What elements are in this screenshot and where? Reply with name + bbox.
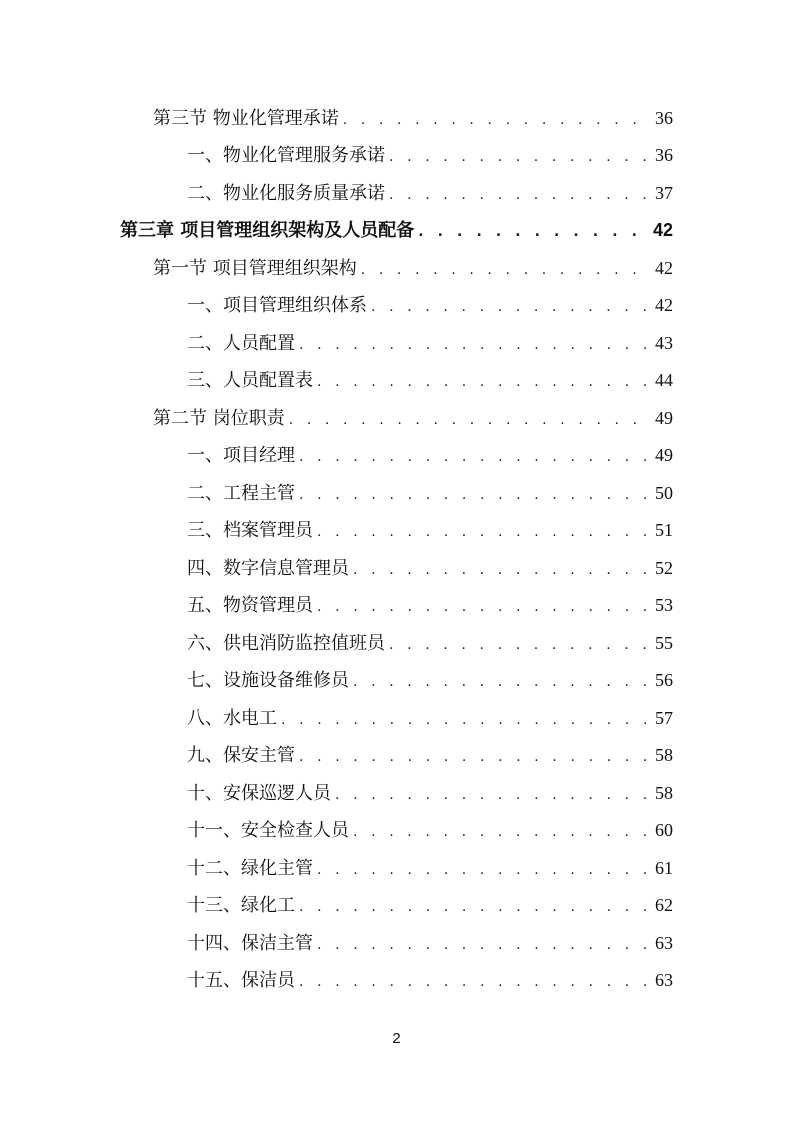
toc-entry-item[interactable] [187, 625, 673, 662]
toc-entry-title: 二、工程主管 [187, 483, 295, 504]
toc-entry-page: 58 [655, 745, 673, 765]
toc-dot-leader [317, 589, 649, 626]
toc-dot-leader [343, 102, 649, 139]
toc-entry-item[interactable] [187, 700, 673, 737]
toc-entry-page: 36 [655, 108, 673, 128]
toc-entry-item[interactable] [187, 550, 673, 587]
toc-dot-leader [281, 702, 649, 739]
toc-dot-leader [353, 552, 649, 589]
toc-entry-title: 七、设施设备维修员 [187, 670, 349, 691]
toc-entry-page: 42 [655, 295, 673, 315]
toc-entry-title: 十三、绿化工 [187, 895, 295, 916]
toc-entry-title: 八、水电工 [187, 708, 277, 729]
toc-entry-item[interactable] [187, 737, 673, 774]
toc-entry-page: 62 [655, 895, 673, 915]
toc-entry-title: 六、供电消防监控值班员 [187, 633, 385, 654]
toc-entry-title: 第三章 项目管理组织架构及人员配备 [120, 220, 415, 241]
toc-entry-page: 53 [655, 595, 673, 615]
toc-entry-title: 三、人员配置表 [187, 370, 313, 391]
toc-entry-chapter[interactable] [120, 212, 673, 249]
toc-entry-section[interactable] [153, 400, 673, 437]
toc-dot-leader [389, 139, 649, 176]
toc-entry-title: 三、档案管理员 [187, 520, 313, 541]
toc-dot-leader [299, 964, 649, 1001]
toc-dot-leader [299, 477, 649, 514]
toc-entry-page: 58 [655, 783, 673, 803]
toc-entry-title: 二、人员配置 [187, 333, 295, 354]
toc-dot-leader [418, 214, 647, 251]
toc-entry-item[interactable] [187, 475, 673, 512]
toc-dot-leader [361, 252, 649, 289]
toc-entry-page: 57 [655, 708, 673, 728]
toc-entry-page: 50 [655, 483, 673, 503]
toc-entry-item[interactable] [187, 287, 673, 324]
toc-entry-item[interactable] [187, 812, 673, 849]
toc-dot-leader [299, 439, 649, 476]
toc-dot-leader [317, 364, 649, 401]
toc-entry-item[interactable] [187, 362, 673, 399]
toc-entry-page: 44 [655, 370, 673, 390]
toc-entry-page: 42 [655, 258, 673, 278]
toc-entry-item[interactable] [187, 887, 673, 924]
toc-entry-page: 55 [655, 633, 673, 653]
toc-entry-item[interactable] [187, 587, 673, 624]
toc-entry-page: 63 [655, 970, 673, 990]
toc-dot-leader [335, 777, 649, 814]
toc-dot-leader [353, 664, 649, 701]
toc-entry-title: 一、物业化管理服务承诺 [187, 145, 385, 166]
toc-dot-leader [299, 327, 649, 364]
toc-entry-item[interactable] [187, 137, 673, 174]
toc-entry-page: 51 [655, 520, 673, 540]
toc-dot-leader [317, 852, 649, 889]
toc-entry-page: 43 [655, 333, 673, 353]
toc-dot-leader [371, 289, 649, 326]
toc-entry-page: 42 [652, 220, 673, 240]
toc-dot-leader [317, 514, 649, 551]
toc-dot-leader [299, 739, 649, 776]
toc-entry-page: 60 [655, 820, 673, 840]
toc-entry-item[interactable] [187, 925, 673, 962]
toc-entry-page: 63 [655, 933, 673, 953]
toc-entry-title: 第三节 物业化管理承诺 [153, 108, 339, 129]
toc-entry-title: 第二节 岗位职责 [153, 408, 285, 429]
toc-entry-item[interactable] [187, 325, 673, 362]
toc-entry-title: 四、数字信息管理员 [187, 558, 349, 579]
toc-entry-title: 一、项目管理组织体系 [187, 295, 367, 316]
toc-entry-page: 36 [655, 145, 673, 165]
toc-entry-item[interactable] [187, 512, 673, 549]
toc-entry-item[interactable] [187, 850, 673, 887]
toc-entry-title: 十、安保巡逻人员 [187, 783, 331, 804]
toc-entry-title: 第一节 项目管理组织架构 [153, 258, 357, 279]
toc-dot-leader [317, 927, 649, 964]
toc-entry-page: 52 [655, 558, 673, 578]
toc-entry-page: 37 [655, 183, 673, 203]
toc-entry-page: 56 [655, 670, 673, 690]
toc-dot-leader [389, 177, 649, 214]
toc-entry-page: 49 [655, 408, 673, 428]
toc-entry-section[interactable] [153, 100, 673, 137]
toc-entry-section[interactable] [153, 250, 673, 287]
toc-entry-page: 61 [655, 858, 673, 878]
toc-dot-leader [389, 627, 649, 664]
toc-entry-item[interactable] [187, 175, 673, 212]
toc-dot-leader [289, 402, 649, 439]
toc-entry-title: 十二、绿化主管 [187, 858, 313, 879]
toc-entry-page: 49 [655, 445, 673, 465]
toc-entry-title: 十四、保洁主管 [187, 933, 313, 954]
toc-dot-leader [299, 889, 649, 926]
toc-entry-title: 五、物资管理员 [187, 595, 313, 616]
toc-entry-item[interactable] [187, 662, 673, 699]
toc-entry-title: 二、物业化服务质量承诺 [187, 183, 385, 204]
toc-entry-title: 十五、保洁员 [187, 970, 295, 991]
toc-entry-item[interactable] [187, 437, 673, 474]
page-number: 2 [392, 1030, 401, 1047]
toc-entry-title: 十一、安全检查人员 [187, 820, 349, 841]
toc-dot-leader [353, 814, 649, 851]
toc-entry-item[interactable] [187, 775, 673, 812]
toc-entry-title: 九、保安主管 [187, 745, 295, 766]
toc-entry-title: 一、项目经理 [187, 445, 295, 466]
toc-entry-item[interactable] [187, 962, 673, 999]
